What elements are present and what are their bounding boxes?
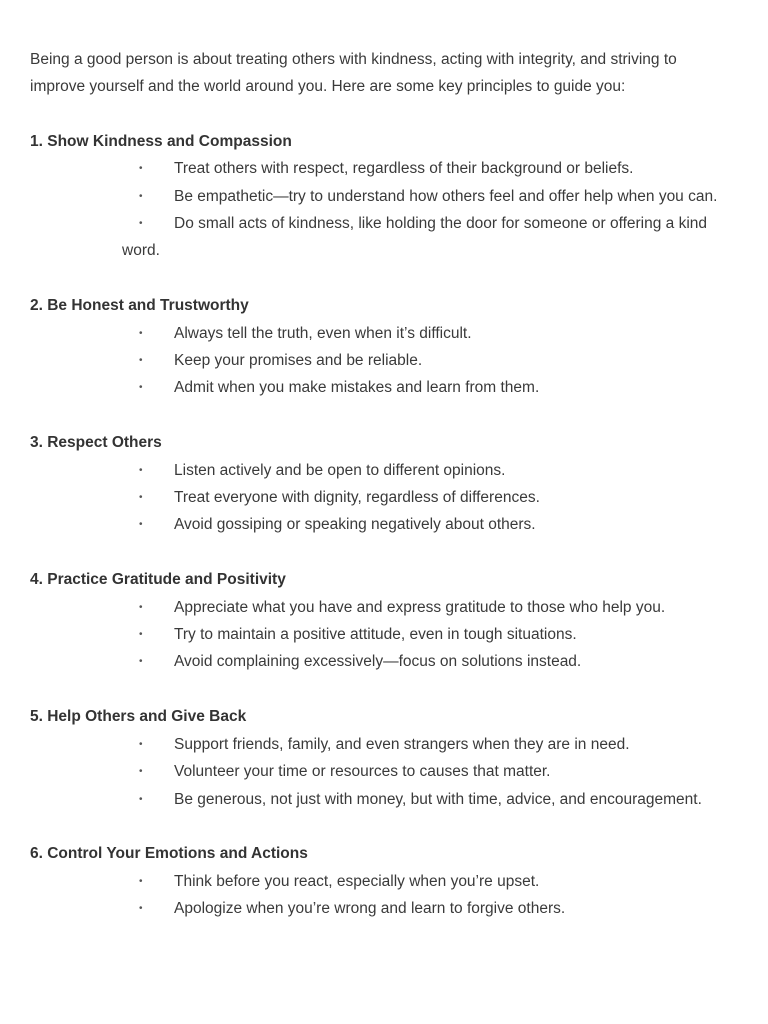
section-heading: 4. Practice Gratitude and Positivity <box>30 571 286 589</box>
section-2 <box>30 292 738 402</box>
bullet-icon: • <box>139 629 143 641</box>
bullet-list <box>30 155 738 265</box>
list-item <box>122 895 738 922</box>
list-item-text: Apologize when you’re wrong and learn to forgive others. <box>174 900 566 918</box>
section-5 <box>30 703 738 813</box>
list-item-text: Listen actively and be open to different opinions. <box>174 461 506 479</box>
list-item <box>122 594 738 621</box>
list-item-text: Try to maintain a positive attitude, even in tough situations. <box>174 626 577 644</box>
bullet-icon: • <box>139 464 143 476</box>
bullet-icon: • <box>139 163 143 175</box>
section-heading: 6. Control Your Emotions and Actions <box>30 845 308 863</box>
list-item-text: Do small acts of kindness, like holding the door for someone or offering a kind word. <box>122 215 708 260</box>
bullet-icon: • <box>139 190 143 202</box>
bullet-icon: • <box>139 875 143 887</box>
bullet-list <box>30 320 738 402</box>
bullet-icon: • <box>139 656 143 668</box>
bullet-icon: • <box>139 382 143 394</box>
bullet-icon: • <box>139 738 143 750</box>
list-item-text: Avoid gossiping or speaking negatively about others. <box>174 516 536 534</box>
section-heading: 2. Be Honest and Trustworthy <box>30 297 249 315</box>
list-item-text: Think before you react, especially when you’re upset. <box>174 872 540 890</box>
list-item <box>122 648 738 675</box>
sections-container <box>30 128 738 923</box>
bullet-list <box>30 868 738 923</box>
list-item-text: Admit when you make mistakes and learn from them. <box>174 379 540 397</box>
list-item-text: Volunteer your time or resources to causes that matter. <box>174 763 551 781</box>
bullet-list <box>30 457 738 539</box>
list-item <box>122 457 738 484</box>
list-item <box>122 183 738 210</box>
bullet-icon: • <box>139 601 143 613</box>
bullet-icon: • <box>139 519 143 531</box>
list-item-text: Appreciate what you have and express gratitude to those who help you. <box>174 598 666 616</box>
list-item <box>122 374 738 401</box>
list-item <box>122 155 738 182</box>
bullet-list <box>30 594 738 676</box>
list-item-text: Treat everyone with dignity, regardless of differences. <box>174 489 540 507</box>
list-item-text: Be empathetic—try to understand how others feel and offer help when you can. <box>174 187 718 205</box>
list-item <box>122 320 738 347</box>
list-item <box>122 484 738 511</box>
section-heading: 1. Show Kindness and Compassion <box>30 132 292 150</box>
section-6 <box>30 840 738 922</box>
section-3 <box>30 429 738 539</box>
list-item-text: Avoid complaining excessively—focus on solutions instead. <box>174 653 582 671</box>
section-4 <box>30 566 738 676</box>
bullet-icon: • <box>139 218 143 230</box>
list-item <box>122 621 738 648</box>
list-item <box>122 731 738 758</box>
bullet-icon: • <box>139 492 143 504</box>
bullet-icon: • <box>139 903 143 915</box>
list-item <box>122 868 738 895</box>
bullet-icon: • <box>139 355 143 367</box>
list-item-text: Always tell the truth, even when it’s difficult. <box>174 324 472 342</box>
list-item-text: Keep your promises and be reliable. <box>174 352 423 370</box>
list-item <box>122 511 738 538</box>
bullet-list <box>30 731 738 813</box>
list-item <box>122 347 738 374</box>
section-1 <box>30 128 738 265</box>
bullet-icon: • <box>139 766 143 778</box>
list-item-text: Treat others with respect, regardless of their background or beliefs. <box>174 160 634 178</box>
bullet-icon: • <box>139 793 143 805</box>
list-item <box>122 786 738 813</box>
list-item-text: Support friends, family, and even strangers when they are in need. <box>174 735 630 753</box>
bullet-icon: • <box>139 327 143 339</box>
list-item <box>122 758 738 785</box>
list-item <box>122 210 738 265</box>
section-heading: 5. Help Others and Give Back <box>30 708 247 726</box>
list-item-text: Be generous, not just with money, but with time, advice, and encouragement. <box>174 790 702 808</box>
intro-paragraph: Being a good person is about treating others with kindness, acting with integrity, and striving to improve yourself and the world around you. Here are some key principles to guide you: <box>30 51 677 96</box>
section-heading: 3. Respect Others <box>30 434 162 452</box>
